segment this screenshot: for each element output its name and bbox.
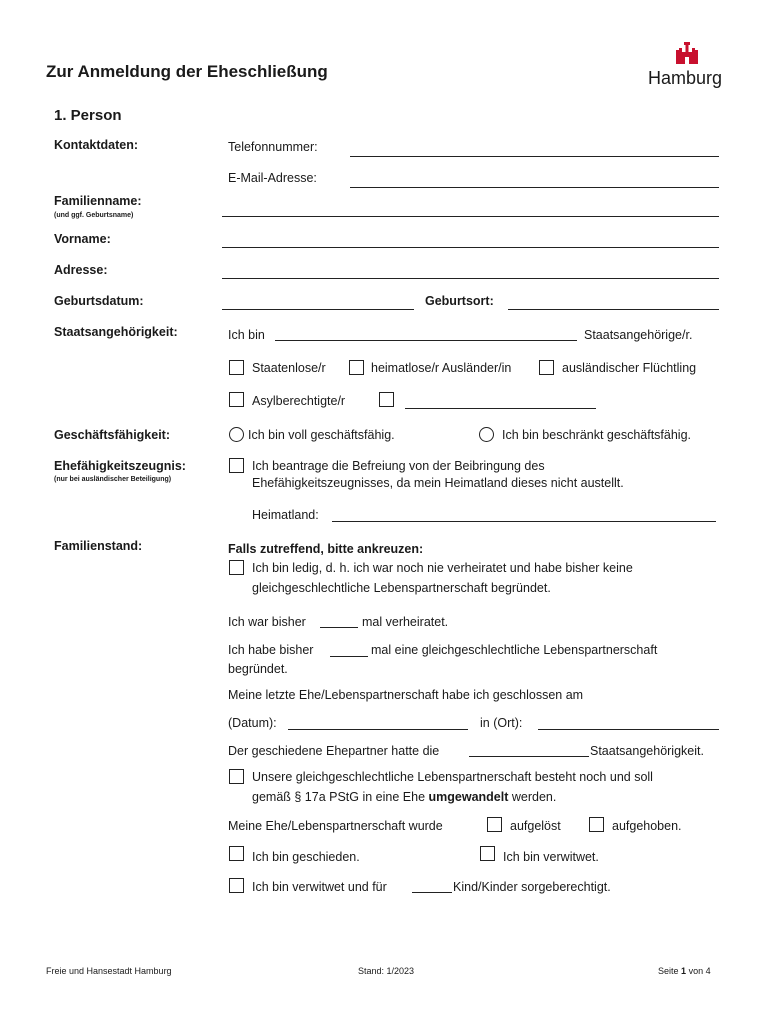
ehepartner-staats-input-line[interactable]: [469, 756, 589, 757]
label-heimatlos: heimatlose/r Ausländer/in: [371, 361, 512, 375]
checkbox-geschieden[interactable]: [229, 846, 244, 861]
logo-text: Hamburg: [648, 68, 723, 88]
label-staatenlos: Staatenlose/r: [252, 361, 326, 375]
hamburg-logo: [648, 42, 728, 97]
label-geburtsort: Geburtsort:: [425, 294, 494, 308]
label-ledig-line1: Ich bin ledig, d. h. ich war noch nie verheiratet und habe bisher keine: [252, 561, 633, 575]
label-vorname: Vorname:: [54, 232, 111, 246]
checkbox-sorgeberechtigt[interactable]: [229, 878, 244, 893]
label-verwitwet: Ich bin verwitwet.: [503, 850, 599, 864]
checkbox-verwitwet[interactable]: [480, 846, 495, 861]
footer-von-label: von: [688, 966, 704, 976]
label-email: E-Mail-Adresse:: [228, 171, 317, 185]
geburtsort-input-line[interactable]: [508, 309, 719, 310]
label-geschaeftsfaehigkeit: Geschäftsfähigkeit:: [54, 428, 171, 442]
label-letzte-ehe: Meine letzte Ehe/Lebenspartnerschaft habe ich geschlossen am: [228, 688, 584, 702]
checkbox-fluechtling[interactable]: [539, 360, 554, 375]
telefon-input-line[interactable]: [350, 156, 719, 157]
email-input-line[interactable]: [350, 187, 719, 188]
label-geschieden: Ich bin geschieden.: [252, 850, 360, 864]
heimatland-input-line[interactable]: [332, 521, 716, 522]
section-title: 1. Person: [54, 107, 122, 124]
label-verheiratet-pre: Ich war bisher: [228, 615, 306, 629]
footer-left: Freie und Hansestadt Hamburg: [46, 966, 172, 976]
label-ort: in (Ort):: [480, 716, 523, 730]
label-ehefaehigkeitszeugnis-sub: (nur bei ausländischer Beteiligung): [54, 476, 172, 483]
label-staats-suffix: Staatsangehörige/r.: [584, 328, 693, 342]
label-geschieden-pre: Der geschiedene Ehepartner hatte die: [228, 744, 440, 758]
checkbox-ledig[interactable]: [229, 560, 244, 575]
label-heimatland: Heimatland:: [252, 508, 319, 522]
label-beschraenkt-geschaeftsfaehig: Ich bin beschränkt geschäftsfähig.: [502, 428, 692, 442]
label-ich-bin: Ich bin: [228, 328, 265, 342]
label-voll-geschaeftsfaehig: Ich bin voll geschäftsfähig.: [248, 428, 395, 442]
umwandlung-bold: umgewandelt: [428, 790, 509, 804]
label-lp-pre: Ich habe bisher: [228, 643, 314, 657]
label-familienstand: Familienstand:: [54, 539, 143, 553]
datum-input-line[interactable]: [288, 729, 468, 730]
label-geburtsdatum: Geburtsdatum:: [54, 294, 144, 308]
label-aufgeloest: aufgelöst: [510, 819, 561, 833]
label-geschieden-post: Staatsangehörigkeit.: [590, 744, 704, 758]
familienstand-hint: Falls zutreffend, bitte ankreuzen:: [228, 542, 424, 556]
label-familienname-sub: (und ggf. Geburtsname): [54, 212, 134, 219]
label-fluechtling: ausländischer Flüchtling: [562, 361, 697, 375]
label-ehe-wurde: Meine Ehe/Lebenspartnerschaft wurde: [228, 819, 443, 833]
label-staatsangehoerigkeit: Staatsangehörigkeit:: [54, 325, 178, 339]
adresse-input-line[interactable]: [222, 278, 719, 279]
checkbox-aufgehoben[interactable]: [589, 817, 604, 832]
checkbox-staatenlos[interactable]: [229, 360, 244, 375]
footer-total-pages: 4: [705, 966, 711, 976]
geburtsdatum-input-line[interactable]: [222, 309, 414, 310]
ort-input-line[interactable]: [538, 729, 719, 730]
label-verheiratet-post: mal verheiratet.: [362, 615, 449, 629]
checkbox-asylberechtigt[interactable]: [229, 392, 244, 407]
footer-page: [658, 966, 711, 976]
footer-page-number: 1: [681, 966, 687, 976]
label-kontaktdaten: Kontaktdaten:: [54, 138, 139, 152]
radio-beschraenkt-geschaeftsfaehig[interactable]: [479, 427, 494, 442]
label-sorge-post: Kind/Kinder sorgeberechtigt.: [453, 880, 611, 894]
label-adresse: Adresse:: [54, 263, 108, 277]
label-sorge-pre: Ich bin verwitwet und für: [252, 880, 387, 894]
label-asylberechtigt: Asylberechtigte/r: [252, 394, 346, 408]
checkbox-heimatlos[interactable]: [349, 360, 364, 375]
label-umwandlung-line2: [252, 790, 556, 804]
label-umwandlung-line1: Unsere gleichgeschlechtliche Lebenspartnerschaft besteht noch und soll: [252, 770, 653, 784]
footer-stand: Stand: 1/2023: [358, 966, 415, 976]
vorname-input-line[interactable]: [222, 247, 719, 248]
checkbox-umwandlung[interactable]: [229, 769, 244, 784]
label-aufgehoben: aufgehoben.: [612, 819, 682, 833]
anzahl-kinder-input-line[interactable]: [412, 892, 452, 893]
umwandlung-pre: gemäß § 17a PStG in eine Ehe: [252, 790, 426, 804]
label-ledig-line2: gleichgeschlechtliche Lebenspartnerschaft begründet.: [252, 581, 551, 595]
checkbox-befreiung[interactable]: [229, 458, 244, 473]
label-datum: (Datum):: [228, 716, 277, 730]
sonstiges-input-line[interactable]: [405, 408, 596, 409]
label-telefon: Telefonnummer:: [228, 140, 318, 154]
footer-seite-label: Seite: [658, 966, 679, 976]
label-lp-line2: begründet.: [228, 662, 288, 676]
umwandlung-post: werden.: [511, 790, 557, 804]
familienname-input-line[interactable]: [222, 216, 719, 217]
checkbox-sonstiges[interactable]: [379, 392, 394, 407]
radio-voll-geschaeftsfaehig[interactable]: [229, 427, 244, 442]
label-familienname: Familienname:: [54, 194, 142, 208]
label-lp-post: mal eine gleichgeschlechtliche Lebenspartnerschaft: [371, 643, 658, 657]
checkbox-aufgeloest[interactable]: [487, 817, 502, 832]
anzahl-lp-input-line[interactable]: [330, 656, 368, 657]
label-befreiung-line2: Ehefähigkeitszeugnisses, da mein Heimatland dieses nicht austellt.: [252, 476, 624, 490]
anzahl-ehen-input-line[interactable]: [320, 627, 358, 628]
label-ehefaehigkeitszeugnis: Ehefähigkeitszeugnis:: [54, 459, 186, 473]
label-befreiung-line1: Ich beantrage die Befreiung von der Beibringung des: [252, 459, 545, 473]
staatsangehoerigkeit-input-line[interactable]: [275, 340, 577, 341]
page-title: Zur Anmeldung der Eheschließung: [46, 62, 328, 81]
